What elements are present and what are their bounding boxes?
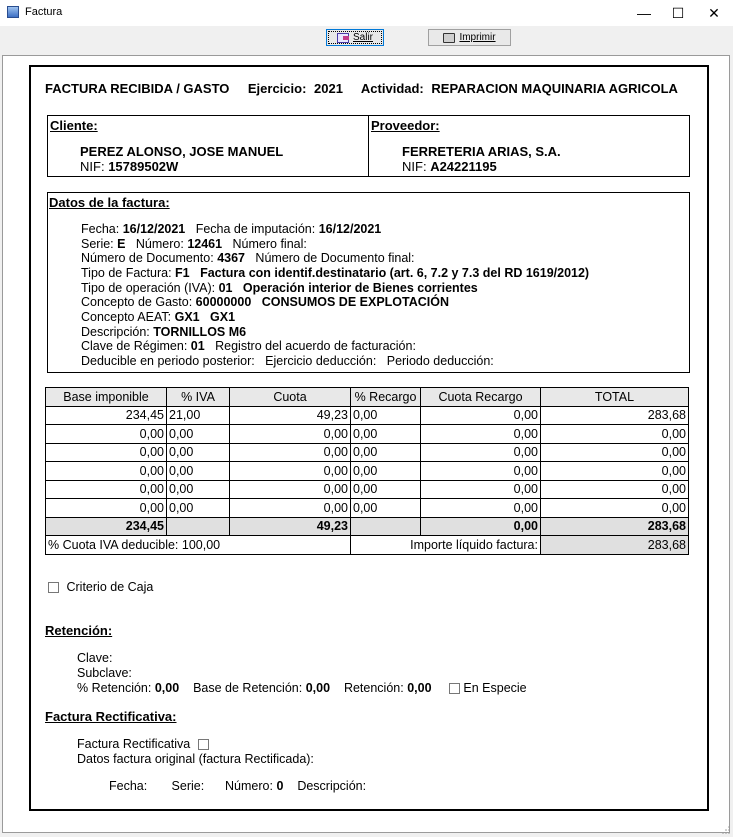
resize-grip-icon[interactable] bbox=[721, 825, 731, 835]
table-cell: 0,00 bbox=[46, 443, 167, 462]
amounts-table bbox=[45, 387, 689, 555]
table-cell: 0,00 bbox=[230, 480, 351, 499]
table-cell: 0,00 bbox=[541, 443, 689, 462]
op-type-label: Tipo de operación (IVA): bbox=[81, 281, 216, 295]
supplier-nif: A24221195 bbox=[430, 159, 497, 174]
table-cell: 234,45 bbox=[46, 406, 167, 425]
agreement-label: Registro del acuerdo de facturación: bbox=[215, 339, 416, 353]
retention-key-label: Clave: bbox=[77, 651, 113, 665]
original-invoice-row bbox=[109, 779, 366, 793]
expense-label: Concepto de Gasto: bbox=[81, 295, 193, 309]
original-number-value: 0 bbox=[276, 779, 284, 793]
table-cell: 0,00 bbox=[351, 443, 421, 462]
supplier-nif-label: NIF: bbox=[402, 159, 427, 174]
column-header: Base imponible bbox=[46, 388, 167, 407]
table-cell: 0,00 bbox=[167, 480, 230, 499]
table-cell: 0,00 bbox=[167, 499, 230, 518]
rectifying-label: Factura Rectificativa bbox=[77, 737, 191, 751]
table-cell: 0,00 bbox=[421, 406, 541, 425]
date-label: Fecha: bbox=[81, 222, 120, 236]
totals-row bbox=[46, 517, 689, 536]
exit-icon bbox=[337, 33, 349, 43]
printer-icon bbox=[443, 33, 455, 43]
table-row bbox=[46, 406, 689, 425]
cash-criterion-row bbox=[48, 580, 153, 594]
type-code: F1 bbox=[175, 266, 190, 280]
client-nif: 15789502W bbox=[108, 159, 179, 174]
report-page bbox=[2, 55, 730, 833]
table-cell bbox=[167, 517, 230, 536]
table-cell: 0,00 bbox=[46, 462, 167, 481]
deductible-percent: % Cuota IVA deducible: 100,00 bbox=[46, 536, 351, 555]
aeat-desc: GX1 bbox=[210, 310, 236, 324]
year-label: Ejercicio: bbox=[247, 81, 307, 96]
retention-base-value: 0,00 bbox=[305, 681, 331, 695]
date-value: 16/12/2021 bbox=[122, 222, 186, 236]
type-desc: Factura con identif.destinatario (art. 6, 7.2 y 7.3 del RD 1619/2012) bbox=[200, 266, 590, 280]
table-cell bbox=[351, 517, 421, 536]
table-cell: 0,00 bbox=[421, 425, 541, 444]
retention-amount-label: Retención: bbox=[343, 681, 404, 695]
year-value: 2021 bbox=[314, 81, 343, 96]
table-cell: 0,00 bbox=[541, 499, 689, 518]
client-title: Cliente: bbox=[50, 118, 98, 133]
print-label: Imprimir bbox=[459, 32, 496, 43]
series-label: Serie: bbox=[81, 237, 114, 251]
original-number-label: Número: bbox=[225, 779, 273, 793]
table-cell: 0,00 bbox=[421, 462, 541, 481]
rectifying-row bbox=[77, 737, 209, 751]
close-button[interactable]: ✕ bbox=[708, 5, 720, 21]
toolbar bbox=[0, 26, 733, 50]
cash-criterion-checkbox[interactable] bbox=[48, 582, 59, 593]
description-label: Descripción: bbox=[81, 325, 150, 339]
table-cell: 0,00 bbox=[351, 499, 421, 518]
table-cell: 0,00 bbox=[541, 425, 689, 444]
activity-label: Actividad: bbox=[360, 81, 424, 96]
original-date-label: Fecha: bbox=[109, 779, 148, 793]
table-row bbox=[46, 480, 689, 499]
table-row bbox=[46, 499, 689, 518]
table-cell: 0,00 bbox=[541, 462, 689, 481]
deduction-year-label: Ejercicio deducción: bbox=[265, 354, 377, 368]
total-recargo: 0,00 bbox=[421, 517, 541, 536]
table-cell: 0,00 bbox=[230, 443, 351, 462]
imputation-value: 16/12/2021 bbox=[318, 222, 382, 236]
doc-number-label: Número de Documento: bbox=[81, 251, 214, 265]
table-cell: 0,00 bbox=[230, 425, 351, 444]
table-cell: 283,68 bbox=[541, 406, 689, 425]
net-amount-label: Importe líquido factura: bbox=[351, 536, 541, 555]
exit-button[interactable] bbox=[326, 29, 384, 46]
table-cell: 0,00 bbox=[351, 425, 421, 444]
column-header: Cuota Recargo bbox=[421, 388, 541, 407]
app-icon bbox=[7, 6, 19, 18]
aeat-label: Concepto AEAT: bbox=[81, 310, 172, 324]
total-amount: 283,68 bbox=[541, 517, 689, 536]
table-cell: 0,00 bbox=[167, 462, 230, 481]
table-cell: 0,00 bbox=[46, 480, 167, 499]
maximize-button[interactable]: ☐ bbox=[671, 5, 685, 21]
original-series-label: Serie: bbox=[171, 779, 205, 793]
rectifying-checkbox[interactable] bbox=[198, 739, 209, 750]
type-label: Tipo de Factura: bbox=[81, 266, 172, 280]
regime-label: Clave de Régimen: bbox=[81, 339, 188, 353]
total-base: 234,45 bbox=[46, 517, 167, 536]
aeat-code: GX1 bbox=[174, 310, 200, 324]
table-row bbox=[46, 425, 689, 444]
client-nif-label: NIF: bbox=[80, 159, 105, 174]
table-cell: 0,00 bbox=[421, 499, 541, 518]
exit-label: Salir bbox=[352, 32, 373, 43]
imputation-label: Fecha de imputación: bbox=[195, 222, 316, 236]
column-header: % IVA bbox=[167, 388, 230, 407]
invoice-data-box bbox=[47, 192, 690, 373]
number-value: 12461 bbox=[187, 237, 223, 251]
regime-value: 01 bbox=[190, 339, 205, 353]
retention-pct-label: % Retención: bbox=[77, 681, 152, 695]
invoice-header bbox=[45, 81, 682, 96]
table-cell: 0,00 bbox=[230, 462, 351, 481]
number-label: Número: bbox=[135, 237, 184, 251]
series-value: E bbox=[117, 237, 126, 251]
supplier-name: FERRETERIA ARIAS, S.A. bbox=[402, 144, 561, 159]
retention-amount-value: 0,00 bbox=[407, 681, 432, 695]
supplier-title: Proveedor: bbox=[371, 118, 440, 133]
in-kind-label: En Especie bbox=[463, 681, 527, 695]
table-cell: 0,00 bbox=[351, 406, 421, 425]
table-cell: 21,00 bbox=[167, 406, 230, 425]
retention-pct-value: 0,00 bbox=[154, 681, 180, 695]
doc-number-value: 4367 bbox=[217, 251, 245, 265]
op-type-desc: Operación interior de Bienes corrientes bbox=[242, 281, 478, 295]
invoice-data-title: Datos de la factura: bbox=[49, 195, 170, 210]
retention-values-row bbox=[77, 681, 527, 695]
table-cell: 0,00 bbox=[541, 480, 689, 499]
table-cell: 0,00 bbox=[351, 462, 421, 481]
table-cell: 0,00 bbox=[46, 425, 167, 444]
description-value: TORNILLOS M6 bbox=[153, 325, 247, 339]
table-row bbox=[46, 443, 689, 462]
column-header: Cuota bbox=[230, 388, 351, 407]
original-description-label: Descripción: bbox=[297, 779, 367, 793]
net-amount-value: 283,68 bbox=[541, 536, 689, 555]
column-header: % Recargo bbox=[351, 388, 421, 407]
summary-row bbox=[46, 536, 689, 555]
table-cell: 49,23 bbox=[230, 406, 351, 425]
cash-criterion-label: Criterio de Caja bbox=[66, 580, 154, 594]
invoice-frame bbox=[29, 65, 709, 811]
original-invoice-label: Datos factura original (factura Rectificada): bbox=[77, 752, 314, 766]
client-name: PEREZ ALONSO, JOSE MANUEL bbox=[80, 144, 284, 159]
final-number-label: Número final: bbox=[232, 237, 307, 251]
rectifying-title: Factura Rectificativa: bbox=[45, 709, 177, 724]
table-cell: 0,00 bbox=[46, 499, 167, 518]
table-row bbox=[46, 462, 689, 481]
expense-desc: CONSUMOS DE EXPLOTACIÓN bbox=[261, 295, 449, 309]
column-header: TOTAL bbox=[541, 388, 689, 407]
expense-code: 60000000 bbox=[195, 295, 252, 309]
doc-final-label: Número de Documento final: bbox=[255, 251, 415, 265]
deductible-label: Deducible en periodo posterior: bbox=[81, 354, 255, 368]
retention-base-label: Base de Retención: bbox=[193, 681, 303, 695]
retention-subkey-label: Subclave: bbox=[77, 666, 132, 680]
retention-title: Retención: bbox=[45, 623, 113, 638]
table-header-row bbox=[46, 388, 689, 407]
table-cell: 0,00 bbox=[230, 499, 351, 518]
table-cell: 0,00 bbox=[351, 480, 421, 499]
doc-type: FACTURA RECIBIDA / GASTO bbox=[45, 81, 230, 96]
table-cell: 0,00 bbox=[421, 443, 541, 462]
op-type-code: 01 bbox=[218, 281, 233, 295]
client-box bbox=[47, 115, 369, 177]
table-cell: 0,00 bbox=[167, 443, 230, 462]
table-cell: 0,00 bbox=[421, 480, 541, 499]
print-button[interactable] bbox=[428, 29, 511, 46]
table-cell: 0,00 bbox=[167, 425, 230, 444]
title-bar bbox=[0, 0, 733, 26]
in-kind-checkbox[interactable] bbox=[449, 683, 460, 694]
total-cuota: 49,23 bbox=[230, 517, 351, 536]
activity-value: REPARACION MAQUINARIA AGRICOLA bbox=[431, 81, 678, 96]
supplier-box bbox=[368, 115, 690, 177]
window-title: Factura bbox=[25, 6, 63, 18]
minimize-button[interactable]: — bbox=[637, 5, 651, 21]
deduction-period-label: Periodo deducción: bbox=[386, 354, 494, 368]
